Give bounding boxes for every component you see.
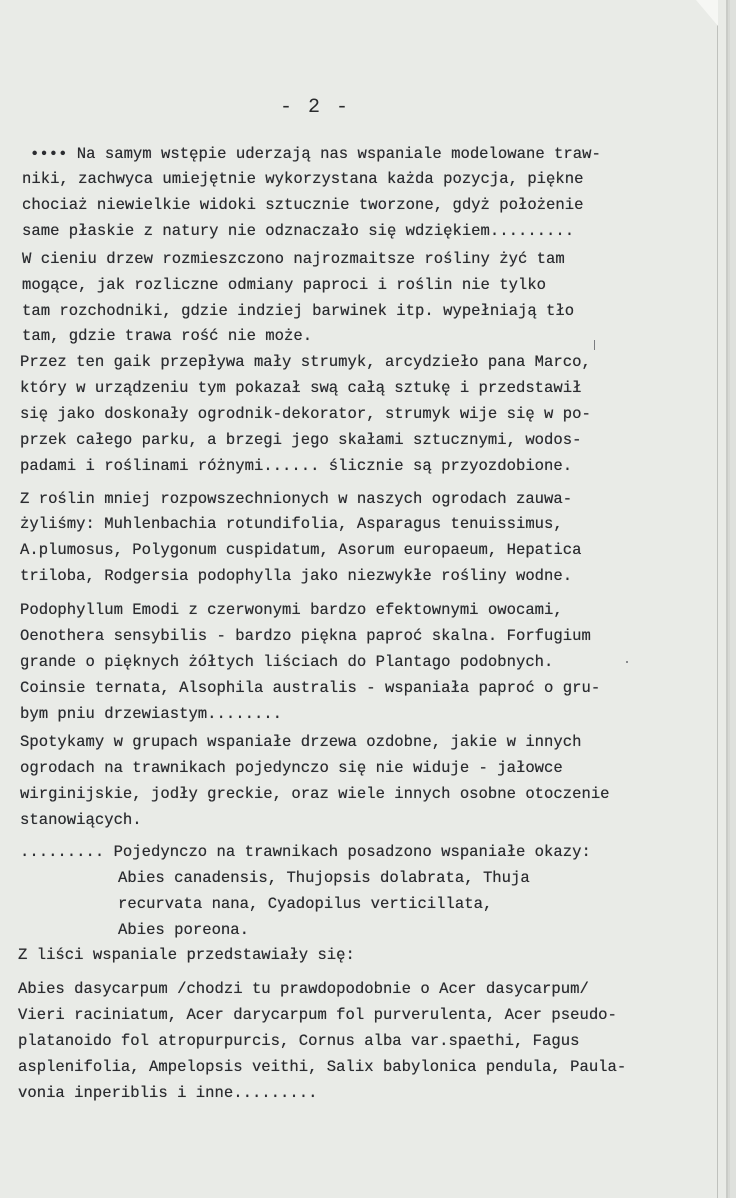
text-line: przek całego parku, a brzegi jego skałami sztucznymi, wodos- xyxy=(20,431,582,449)
text-line: Abies poreona. xyxy=(118,921,250,939)
text-line: padami i roślinami różnymi...... ślicznie są przyozdobione. xyxy=(20,457,573,475)
text-line: wirginijskie, jodły greckie, oraz wiele innych osobne otoczenie xyxy=(20,785,610,803)
text-line: A.plumosus, Polygonum cuspidatum, Asorum europaeum, Hepatica xyxy=(20,541,582,559)
text-line: Abies canadensis, Thujopsis dolabrata, Thuja xyxy=(118,869,530,887)
text-line: ......... Pojedynczo na trawnikach posadzono wspaniałe okazy: xyxy=(20,843,591,861)
text-line: mogące, jak rozliczne odmiany paproci i roślin nie tylko xyxy=(22,276,547,294)
stray-mark xyxy=(594,340,595,350)
page-corner-fold xyxy=(696,0,718,26)
text-line: •••• Na samym wstępie uderzają nas wspaniale modelowane traw- xyxy=(30,145,601,163)
text-line: niki, zachwyca umiejętnie wykorzystana każda pozycja, piękne xyxy=(22,170,584,188)
text-line: Przez ten gaik przepływa mały strumyk, arcydzieło pana Marco, xyxy=(20,353,591,371)
text-line: się jako doskonały ogrodnik-dekorator, strumyk wije się w po- xyxy=(20,405,591,423)
text-line: żyliśmy: Muhlenbachia rotundifolia, Asparagus tenuissimus, xyxy=(20,515,563,533)
text-line: recurvata nana, Cyadopilus verticillata, xyxy=(118,895,493,913)
text-line: Vieri raciniatum, Acer darycarpum fol purverulenta, Acer pseudo- xyxy=(18,1006,617,1024)
text-line: Z roślin mniej rozpowszechnionych w naszych ogrodach zauwa- xyxy=(20,490,573,508)
text-line: Spotykamy w grupach wspaniałe drzewa ozdobne, jakie w innych xyxy=(20,733,582,751)
text-line: chociaż niewielkie widoki sztucznie tworzone, gdyż położenie xyxy=(22,196,584,214)
stray-dot xyxy=(626,661,628,663)
text-line: stanowiących. xyxy=(20,811,142,829)
text-line: same płaskie z natury nie odznaczało się wdziękiem......... xyxy=(22,222,575,240)
text-line: Oenothera sensybilis - bardzo piękna paproć skalna. Forfugium xyxy=(20,627,591,645)
text-line: asplenifolia, Ampelopsis veithi, Salix babylonica pendula, Paula- xyxy=(18,1058,627,1076)
text-line: który w urządzeniu tym pokazał swą całą sztukę i przedstawił xyxy=(20,379,582,397)
text-line: vonia inperiblis i inne......... xyxy=(18,1084,318,1102)
text-line: bym pniu drzewiastym........ xyxy=(20,705,283,723)
text-line: tam rozchodniki, gdzie indziej barwinek itp. wypełniają tło xyxy=(22,302,575,320)
page-edge xyxy=(717,0,718,1198)
text-line: W cieniu drzew rozmieszczono najrozmaitsze rośliny żyć tam xyxy=(22,250,565,268)
text-line: ogrodach na trawnikach pojedynczo się nie widuje - jałowce xyxy=(20,759,563,777)
text-line: triloba, Rodgersia podophylla jako niezwykłe rośliny wodne. xyxy=(20,567,573,585)
text-line: Abies dasycarpum /chodzi tu prawdopodobnie o Acer dasycarpum/ xyxy=(18,980,589,998)
page-number: - 2 - xyxy=(279,96,350,119)
text-line: grande o pięknych żółtych liściach do Plantago podobnych. xyxy=(20,653,554,671)
text-line: Z liści wspaniale przedstawiały się: xyxy=(18,946,355,964)
text-line: Coinsie ternata, Alsophila australis - wspaniała paproć o gru- xyxy=(20,679,601,697)
text-line: platanoido fol atropurpurcis, Cornus alba var.spaethi, Fagus xyxy=(18,1032,580,1050)
text-line: Podophyllum Emodi z czerwonymi bardzo efektownymi owocami, xyxy=(20,601,563,619)
text-line: tam, gdzie trawa rość nie może. xyxy=(22,327,313,345)
